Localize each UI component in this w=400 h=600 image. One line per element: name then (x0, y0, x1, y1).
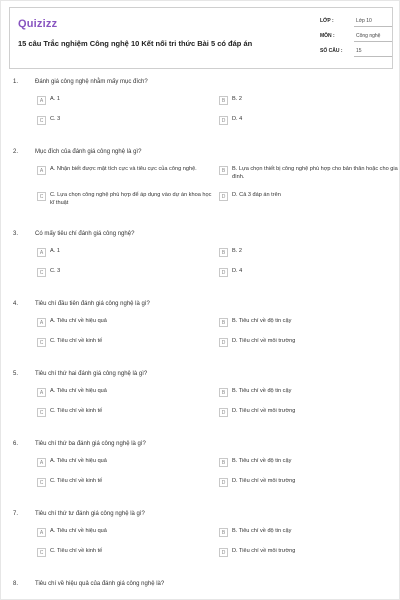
option-letter-box: B (219, 388, 228, 397)
option-text: C. Tiêu chí về kinh tế (50, 338, 103, 344)
question-header (9, 297, 393, 311)
option-letter-box: A (37, 388, 46, 397)
answer-option-b[interactable] (219, 527, 399, 543)
option-text: D. Tiêu chí về môi trường (232, 338, 296, 344)
answer-option-d[interactable] (219, 547, 399, 563)
question-text: Tiêu chí đầu tiên đánh giá công nghệ là gì? (35, 301, 150, 307)
option-text: D. Tiêu chí về môi trường (232, 548, 296, 554)
option-letter-box: A (37, 96, 46, 105)
option-text: B. Tiêu chí về độ tin cậy (232, 318, 292, 324)
answer-option-b[interactable] (219, 457, 399, 473)
answer-option-d[interactable] (219, 115, 399, 131)
option-letter-box: C (37, 116, 46, 125)
option-text: C. Lựa chọn công nghệ phù hợp để áp dụng vào dự án khoa học kĩ thuật (50, 192, 212, 206)
answer-option-a[interactable] (37, 165, 217, 187)
question-text: Tiêu chí về hiệu quả của đánh giá công nghệ là? (35, 581, 165, 587)
question-7 (9, 507, 393, 563)
answer-option-d[interactable] (219, 337, 399, 353)
question-header (9, 367, 393, 381)
question-number: 1. (13, 79, 19, 85)
answer-option-c[interactable] (37, 191, 217, 213)
answer-options (37, 387, 393, 423)
option-letter-box: D (219, 338, 228, 347)
option-text: C. 3 (50, 116, 61, 122)
meta-label: MÔN : (320, 33, 335, 39)
option-letter-box: A (37, 458, 46, 467)
question-header (9, 75, 393, 89)
option-letter-box: B (219, 96, 228, 105)
option-letter-box: C (37, 548, 46, 557)
option-letter-box: A (37, 248, 46, 257)
answer-option-c[interactable] (37, 407, 217, 423)
question-header (9, 437, 393, 451)
option-text: D. Cả 3 đáp án trên (232, 192, 281, 198)
option-letter-box: B (219, 318, 228, 327)
question-header (9, 227, 393, 241)
option-text: B. Tiêu chí về độ tin cậy (232, 528, 292, 534)
meta-value: Lớp 10 (354, 16, 392, 27)
answer-options (37, 247, 393, 283)
option-letter-box: D (219, 548, 228, 557)
option-letter-box: D (219, 116, 228, 125)
option-text: A. Nhận biết được mặt tích cực và tiêu cực của công nghệ. (50, 166, 197, 172)
worksheet-title: 15 câu Trắc nghiệm Công nghệ 10 Kết nối tri thức Bài 5 có đáp án (18, 39, 253, 48)
option-text: A. 1 (50, 248, 60, 254)
option-text: A. Tiêu chí về hiệu quả (50, 528, 107, 534)
option-letter-box: B (219, 528, 228, 537)
meta-row-subject (320, 31, 392, 46)
answer-option-a[interactable] (37, 247, 217, 263)
option-letter-box: C (37, 192, 46, 201)
option-text: D. 4 (232, 116, 243, 122)
question-5 (9, 367, 393, 423)
answer-options (37, 457, 393, 493)
question-text: Mục đích của đánh giá công nghệ là gì? (35, 149, 142, 155)
meta-row-grade (320, 16, 392, 31)
option-text: D. Tiêu chí về môi trường (232, 478, 296, 484)
question-6 (9, 437, 393, 493)
question-3 (9, 227, 393, 283)
option-text: C. 3 (50, 268, 61, 274)
option-letter-box: D (219, 268, 228, 277)
meta-label: LỚP : (320, 18, 334, 24)
option-letter-box: C (37, 338, 46, 347)
question-header (9, 145, 393, 159)
answer-option-a[interactable] (37, 95, 217, 111)
question-header (9, 577, 393, 591)
question-number: 4. (13, 301, 19, 307)
quizizz-logo: Quizizz (18, 18, 58, 30)
option-letter-box: D (219, 478, 228, 487)
option-letter-box: C (37, 478, 46, 487)
option-text: B. 2 (232, 248, 242, 254)
option-text: A. Tiêu chí về hiệu quả (50, 388, 107, 394)
answer-option-a[interactable] (37, 457, 217, 473)
option-text: A. 1 (50, 96, 60, 102)
option-text: B. Lựa chọn thiết bị công nghệ phù hợp cho bản thân hoặc cho gia đình. (232, 166, 398, 180)
option-text: D. 4 (232, 268, 243, 274)
question-1 (9, 75, 393, 131)
question-text: Đánh giá công nghệ nhằm mấy mục đích? (35, 79, 148, 85)
question-number: 6. (13, 441, 19, 447)
option-letter-box: A (37, 318, 46, 327)
answer-option-c[interactable] (37, 337, 217, 353)
answer-option-b[interactable] (219, 247, 399, 263)
question-number: 3. (13, 231, 19, 237)
option-text: B. Tiêu chí về độ tin cậy (232, 458, 292, 464)
option-text: C. Tiêu chí về kinh tế (50, 478, 103, 484)
answer-option-a[interactable] (37, 387, 217, 403)
answer-option-d[interactable] (219, 267, 399, 283)
option-letter-box: D (219, 408, 228, 417)
meta-fields (320, 16, 392, 61)
answer-option-c[interactable] (37, 547, 217, 563)
question-text: Có mấy tiêu chí đánh giá công nghệ? (35, 231, 135, 237)
answer-options (37, 317, 393, 353)
answer-options (37, 165, 398, 213)
option-text: B. 2 (232, 96, 242, 102)
answer-option-b[interactable] (219, 165, 399, 187)
answer-options (37, 527, 393, 563)
answer-option-c[interactable] (37, 115, 217, 131)
question-number: 5. (13, 371, 19, 377)
answer-option-d[interactable] (219, 477, 399, 493)
question-text: Tiêu chí thứ hai đánh giá công nghệ là gì? (35, 371, 148, 377)
answer-option-d[interactable] (219, 407, 399, 423)
option-text: A. Tiêu chí về hiệu quả (50, 318, 107, 324)
answer-option-c[interactable] (37, 477, 217, 493)
answer-option-b[interactable] (219, 317, 399, 333)
option-letter-box: B (219, 166, 228, 175)
answer-option-b[interactable] (219, 387, 399, 403)
question-header (9, 507, 393, 521)
question-number: 8. (13, 581, 19, 587)
meta-row-question-count (320, 46, 392, 61)
option-text: C. Tiêu chí về kinh tế (50, 408, 103, 414)
answer-options (37, 95, 393, 131)
question-number: 2. (13, 149, 19, 155)
question-4 (9, 297, 393, 353)
meta-value: Công nghệ (354, 31, 392, 42)
question-text: Tiêu chí thứ tư đánh giá công nghệ là gì? (35, 511, 145, 517)
answer-option-a[interactable] (37, 317, 217, 333)
question-2 (9, 145, 398, 213)
question-number: 7. (13, 511, 19, 517)
meta-label: SỐ CÂU : (320, 48, 343, 54)
option-text: D. Tiêu chí về môi trường (232, 408, 296, 414)
option-letter-box: A (37, 166, 46, 175)
answer-option-a[interactable] (37, 527, 217, 543)
option-text: A. Tiêu chí về hiệu quả (50, 458, 107, 464)
option-letter-box: C (37, 268, 46, 277)
meta-value: 15 (354, 46, 392, 57)
question-8 (9, 577, 393, 591)
option-letter-box: C (37, 408, 46, 417)
option-letter-box: B (219, 458, 228, 467)
option-letter-box: B (219, 248, 228, 257)
option-text: C. Tiêu chí về kinh tế (50, 548, 103, 554)
option-letter-box: D (219, 192, 228, 201)
question-text: Tiêu chí thứ ba đánh giá công nghệ là gì? (35, 441, 146, 447)
option-letter-box: A (37, 528, 46, 537)
answer-option-c[interactable] (37, 267, 217, 283)
answer-option-d[interactable] (219, 191, 399, 213)
worksheet-header (9, 7, 393, 69)
answer-option-b[interactable] (219, 95, 399, 111)
option-text: B. Tiêu chí về độ tin cậy (232, 388, 292, 394)
